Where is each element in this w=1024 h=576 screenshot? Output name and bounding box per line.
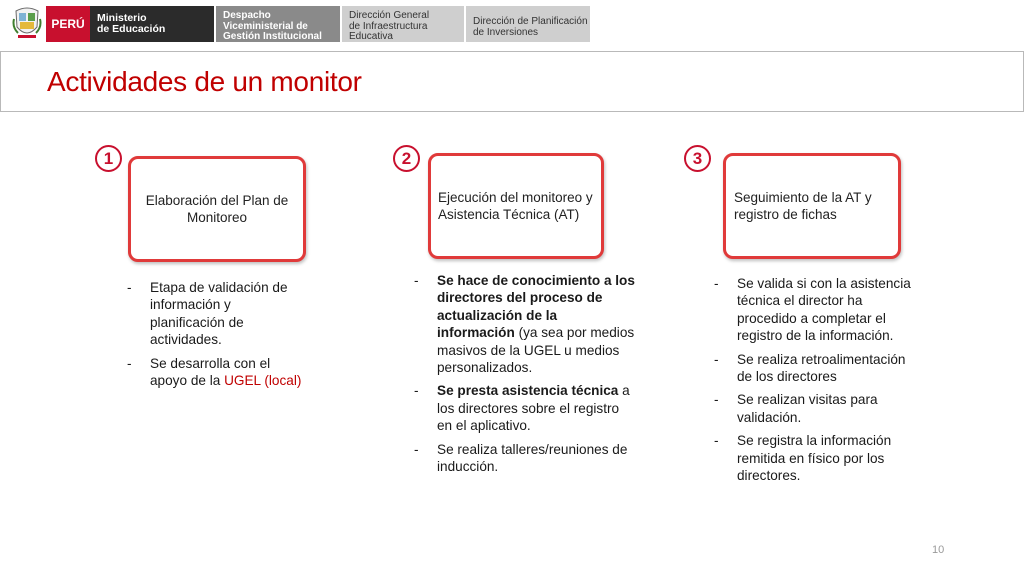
- coat-of-arms-icon: [12, 5, 42, 39]
- org-direccion-planificacion: Dirección de Planificación de Inversiones: [466, 6, 590, 42]
- step-badge-2: 2: [393, 145, 420, 172]
- list-item: - Se registra la información remitida en físico por los directores.: [713, 432, 915, 484]
- activity-box-2: [428, 153, 604, 259]
- list-item: - Se realiza retroalimentación de los directores: [713, 351, 915, 386]
- step-badge-1: 1: [95, 145, 122, 172]
- list-item: - Se hace de conocimiento a los directores del proceso de actualización de la información (ya sea por medios masivos de la UGEL u medios personalizados.: [413, 272, 637, 376]
- page-number: 10: [932, 544, 945, 556]
- list-item: - Se presta asistencia técnica a los directores sobre el registro en el aplicativo.: [413, 382, 637, 434]
- list-item: - Etapa de validación de información y planificación de actividades.: [126, 279, 304, 349]
- title-bar: [0, 51, 1024, 112]
- step-badge-3: 3: [684, 145, 711, 172]
- activity-box-text: Seguimiento de la AT y registro de fichas: [734, 189, 872, 222]
- activity-box-3: [723, 153, 901, 259]
- org-despacho-viceministerial: Despacho Viceministerial de Gestión Institucional: [216, 6, 340, 42]
- list-item: - Se valida si con la asistencia técnica el director ha procedido a completar el registro de la información.: [713, 275, 915, 345]
- activity-box-1: [128, 156, 306, 262]
- list-item: - Se realizan visitas para validación.: [713, 391, 915, 426]
- peru-label: PERÚ: [46, 6, 90, 42]
- bullet-list-2: [413, 272, 637, 481]
- list-item: - Se realiza talleres/reuniones de inducción.: [413, 441, 637, 476]
- list-item: - Se desarrolla con el apoyo de la UGEL (local): [126, 355, 304, 390]
- org-direccion-infraestructura: Dirección General de Infraestructura Educativa: [342, 6, 464, 42]
- page-title: Actividades de un monitor: [47, 66, 362, 97]
- activity-box-text: Elaboración del Plan de Monitoreo: [145, 192, 289, 225]
- header-banner: [0, 0, 1024, 46]
- highlight-text: UGEL (local): [224, 373, 302, 389]
- ministry-label: Ministerio de Educación: [90, 6, 214, 42]
- bullet-list-3: [713, 275, 915, 490]
- activity-box-text: Ejecución del monitoreo y Asistencia Técnica (AT): [438, 189, 593, 222]
- bullet-list-1: [126, 279, 304, 395]
